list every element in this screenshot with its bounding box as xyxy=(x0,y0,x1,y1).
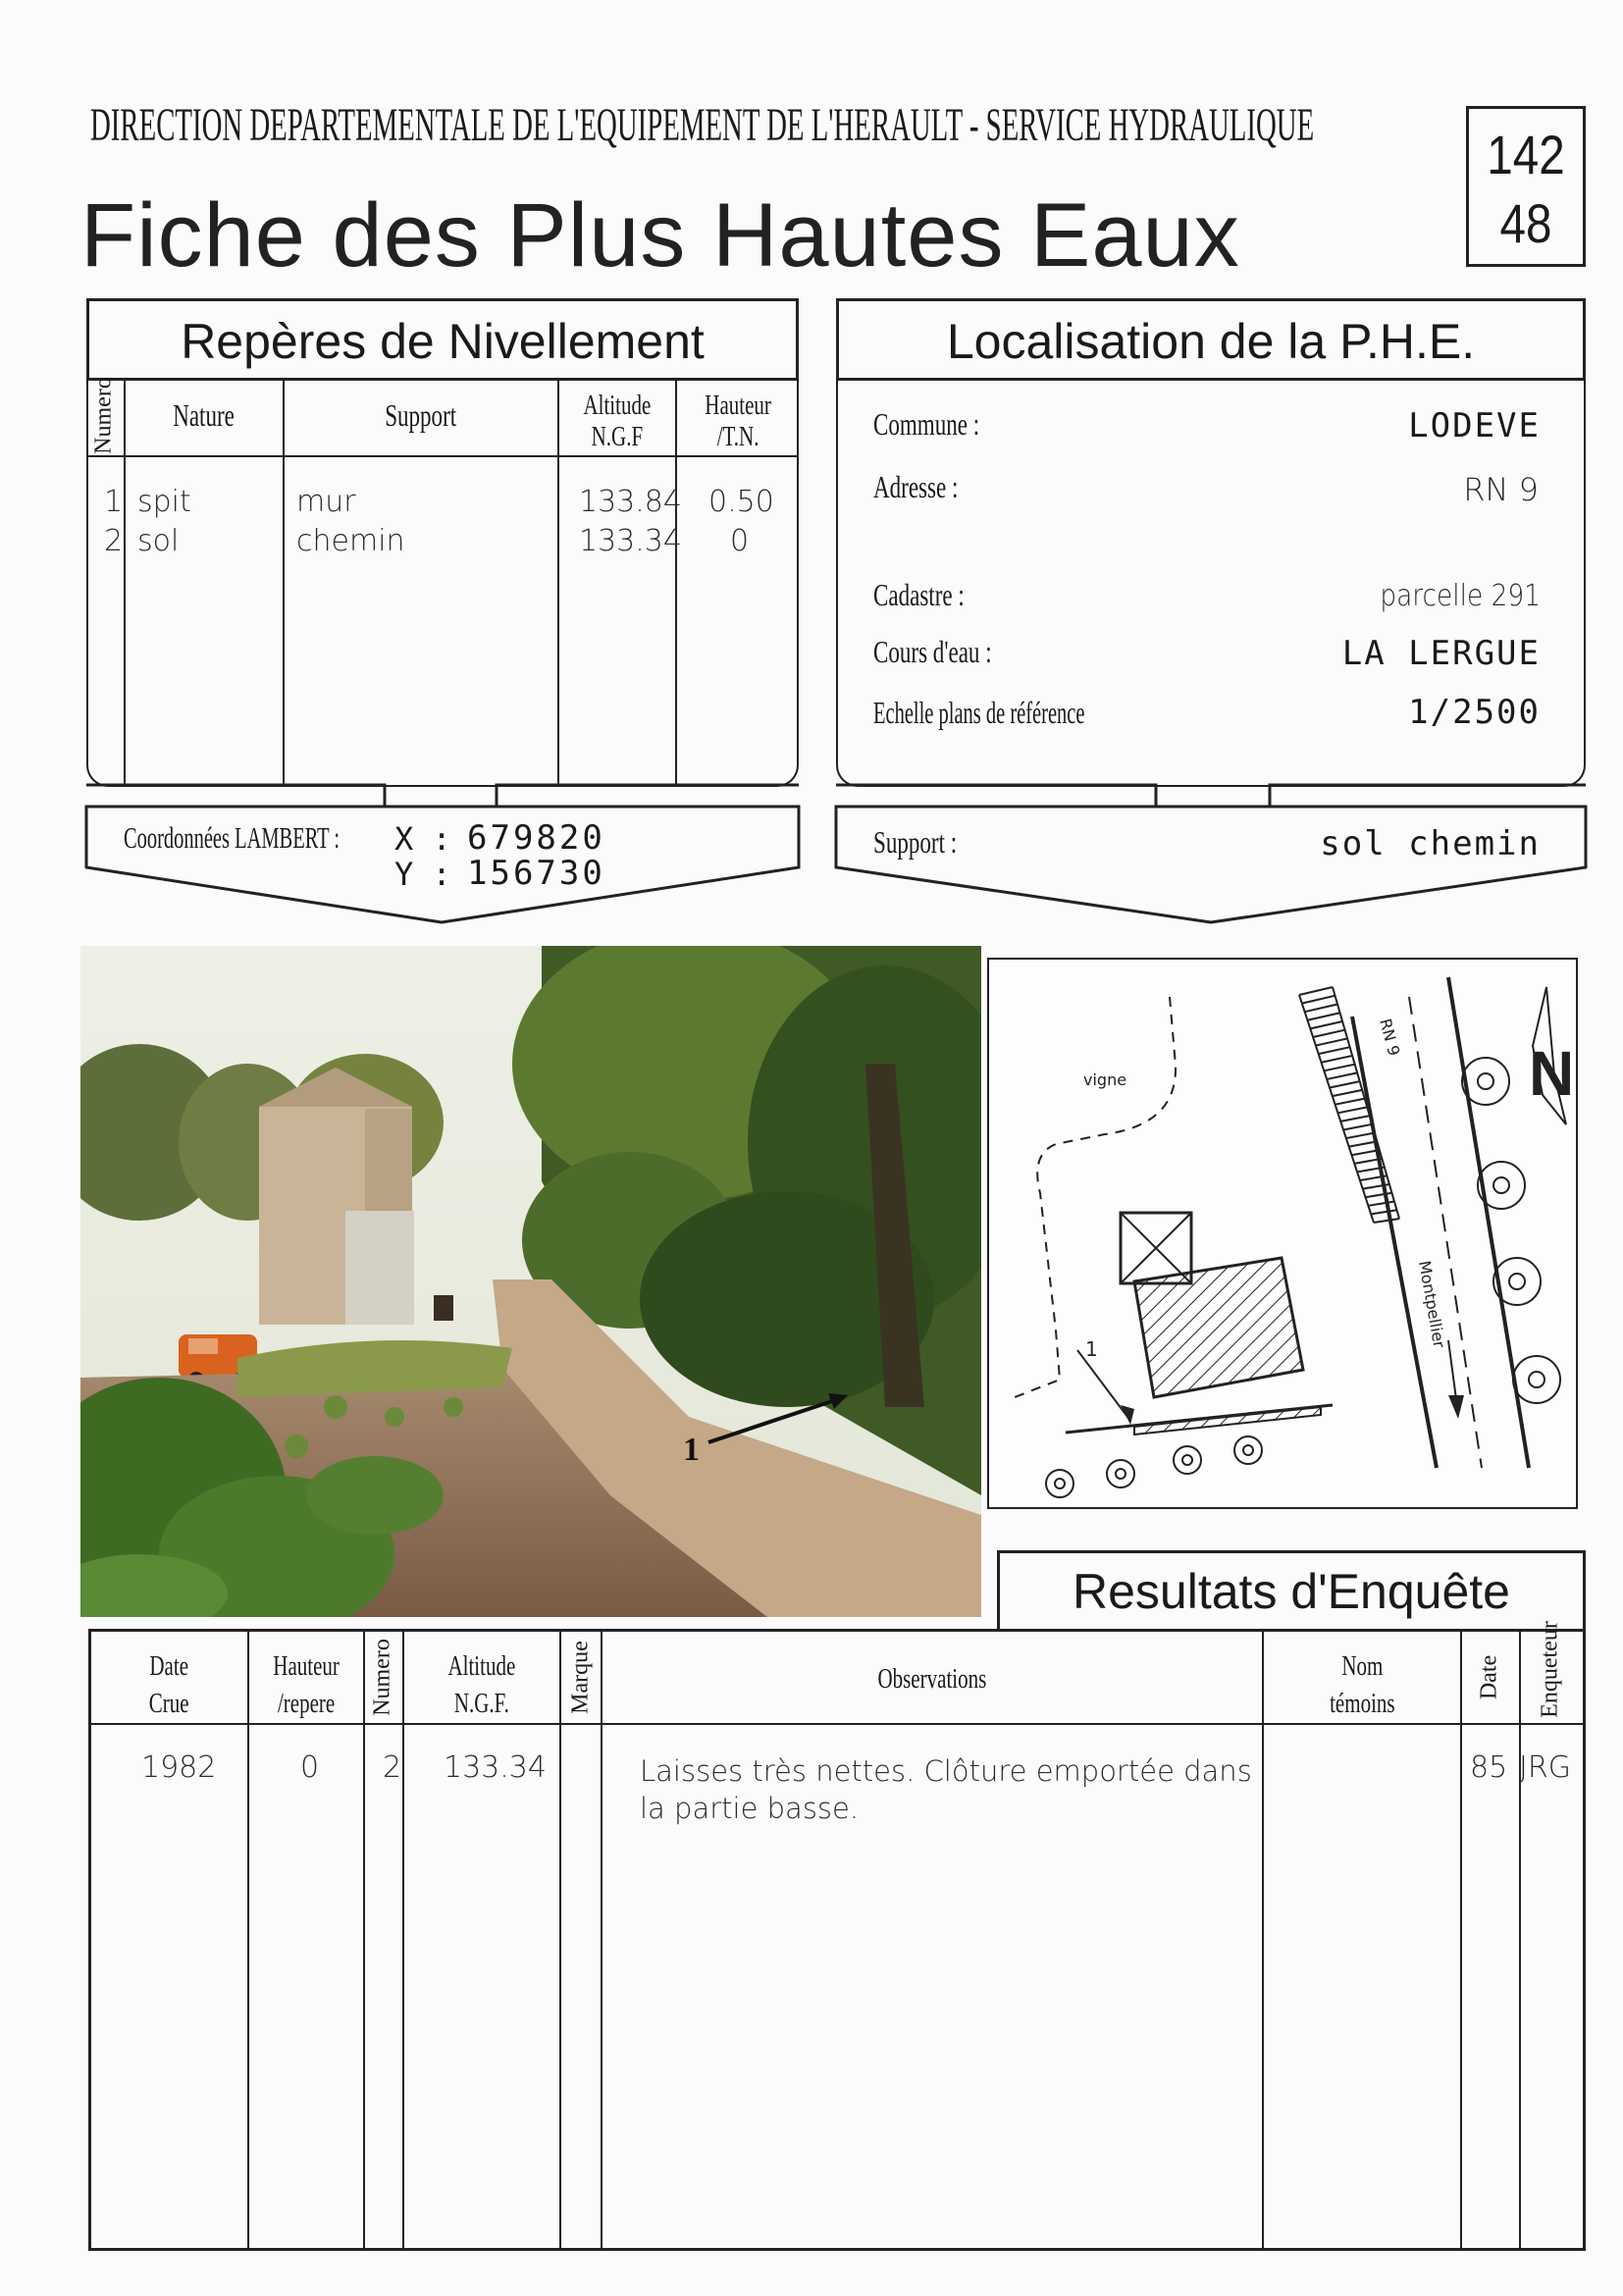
coord-y-label: Y : xyxy=(394,856,451,893)
resultats-cell-date-crue: 1982 xyxy=(141,1750,217,1785)
reperes-cell-support: mur xyxy=(296,485,356,519)
ladder-rung xyxy=(1322,1056,1353,1063)
support-value: sol chemin xyxy=(1320,824,1541,863)
commune-value: LODEVE xyxy=(1408,406,1541,445)
resultats-col-date-crue: Date Crue xyxy=(148,1651,189,1719)
resultats-col-date: Date xyxy=(1476,1654,1502,1700)
ladder-rung xyxy=(1337,1107,1367,1113)
reperes-cell-support: chemin xyxy=(296,524,405,558)
reperes-title: Repères de Nivellement xyxy=(181,314,705,369)
resultats-title: Resultats d'Enquête xyxy=(1073,1564,1510,1619)
resultats-cell-numero: 2 xyxy=(383,1750,402,1785)
ladder-rung xyxy=(1340,1116,1370,1122)
localisation-title-box xyxy=(836,298,1586,381)
reperes-col-numero: Numero xyxy=(90,377,117,454)
resultats-col-hauteur: Hauteur /repere xyxy=(273,1651,340,1719)
reperes-cell-altitude: 133.34 xyxy=(579,524,682,558)
resultats-cell-enqueteur: JRG xyxy=(1519,1750,1571,1785)
reperes-cell-altitude: 133.84 xyxy=(579,485,682,519)
reperes-col-support: Support xyxy=(385,397,457,433)
reperes-cell-hauteur: 0 xyxy=(730,524,750,558)
resultats-col-enqueteur: Enqueteur xyxy=(1537,1621,1563,1718)
cours-label: Cours d'eau : xyxy=(873,634,992,669)
reperes-col-line xyxy=(283,379,285,787)
ladder-rung xyxy=(1335,1099,1365,1105)
echelle-label: Echelle plans de référence xyxy=(873,695,1085,730)
coord-x-value: 679820 xyxy=(467,818,605,858)
resultats-col-line xyxy=(1460,1629,1462,2251)
reperes-cell-hauteur: 0.50 xyxy=(708,485,774,519)
ladder-rung xyxy=(1305,1004,1337,1012)
ladder-rung xyxy=(1368,1202,1394,1206)
cours-value: LA LERGUE xyxy=(1341,634,1541,673)
reference-top: 142 xyxy=(1487,124,1565,185)
table-row xyxy=(88,1750,1586,1849)
echelle-value: 1/2500 xyxy=(1408,693,1541,732)
cadastre-label: Cadastre : xyxy=(873,577,965,612)
ladder-rung xyxy=(1327,1072,1357,1079)
ladder-rung xyxy=(1310,1021,1342,1028)
resultats-title-box xyxy=(997,1550,1586,1629)
resultats-header-line xyxy=(88,1723,1586,1725)
rn9-label: RN 9 xyxy=(1376,1017,1404,1059)
ladder-rung xyxy=(1319,1047,1350,1054)
reperes-col-hauteur: Hauteur /T.N. xyxy=(705,391,771,452)
coord-y-value: 156730 xyxy=(467,854,605,893)
page-title: Fiche des Plus Hautes Eaux xyxy=(80,185,1240,286)
resultats-cell-hauteur: 0 xyxy=(300,1750,320,1785)
ladder-rung xyxy=(1302,996,1335,1004)
adresse-label: Adresse : xyxy=(873,469,959,504)
resultats-col-observations: Observations xyxy=(877,1664,987,1695)
adresse-value: RN 9 xyxy=(1463,471,1539,508)
vigne-label: vigne xyxy=(1083,1070,1127,1089)
commune-label: Commune : xyxy=(873,406,980,442)
reperes-header-line xyxy=(86,455,799,457)
resultats-col-nom: Nom témoins xyxy=(1329,1651,1395,1719)
coord-x-label: X : xyxy=(394,820,451,858)
photo-marker: 1 xyxy=(683,1432,700,1468)
site-photo xyxy=(80,946,981,1617)
header-direction: DIRECTION DEPARTEMENTALE DE L'EQUIPEMENT DE L'HERAULT - SERVICE HYDRAULIQUE xyxy=(90,99,1315,151)
resultats-col-numero: Numero xyxy=(369,1639,395,1716)
resultats-col-line xyxy=(1519,1629,1521,2251)
resultats-col-line xyxy=(559,1629,561,2251)
resultats-col-marque: Marque xyxy=(567,1641,594,1714)
ladder-rung xyxy=(1313,1030,1345,1037)
table-row xyxy=(86,485,799,524)
ladder-rung xyxy=(1371,1210,1396,1214)
ladder-rung xyxy=(1299,987,1333,995)
ladder-rung xyxy=(1330,1081,1360,1087)
support-label: Support : xyxy=(873,824,958,860)
localisation-title: Localisation de la P.H.E. xyxy=(946,314,1476,369)
ladder-rung xyxy=(1324,1065,1354,1071)
ladder-rung xyxy=(1316,1038,1347,1045)
ladder-rung xyxy=(1346,1133,1375,1138)
resultats-col-line xyxy=(601,1629,602,2251)
plan-marker: 1 xyxy=(1085,1337,1098,1361)
cadastre-value: parcelle 291 xyxy=(1380,579,1541,613)
reperes-col-line xyxy=(124,379,126,787)
reference-bottom: 48 xyxy=(1499,192,1552,254)
ladder-rung xyxy=(1343,1124,1372,1130)
reperes-cell-nature: spit xyxy=(137,485,191,519)
reperes-cell-numero: 2 xyxy=(104,524,124,558)
ladder-rung xyxy=(1307,1013,1339,1020)
site-plan-drawing xyxy=(987,958,1578,1509)
montpellier-label: Montpellier xyxy=(1415,1259,1449,1350)
reperes-cell-numero: 1 xyxy=(104,485,124,519)
coordonnees-label: Coordonnées LAMBERT : xyxy=(124,820,340,855)
ladder-rung xyxy=(1374,1219,1399,1223)
resultats-cell-altitude: 133.34 xyxy=(444,1750,547,1785)
north-label: N xyxy=(1529,1038,1575,1109)
ladder-rung xyxy=(1349,1141,1378,1146)
reperes-col-altitude: Altitude N.G.F xyxy=(583,391,652,452)
resultats-col-altitude: Altitude N.G.F. xyxy=(447,1651,516,1719)
reperes-title-box xyxy=(86,298,799,381)
table-row xyxy=(86,524,799,563)
resultats-cell-observations: Laisses très nettes. Clôture emportée dans la partie basse. xyxy=(640,1754,1252,1825)
ladder-rung xyxy=(1366,1193,1392,1197)
reperes-cell-nature: sol xyxy=(137,524,180,558)
resultats-cell-date: 85 xyxy=(1470,1750,1508,1785)
reference-box xyxy=(1466,106,1586,267)
ladder-rung xyxy=(1333,1090,1362,1096)
resultats-col-line xyxy=(363,1629,365,2251)
reperes-col-nature: Nature xyxy=(173,397,236,433)
